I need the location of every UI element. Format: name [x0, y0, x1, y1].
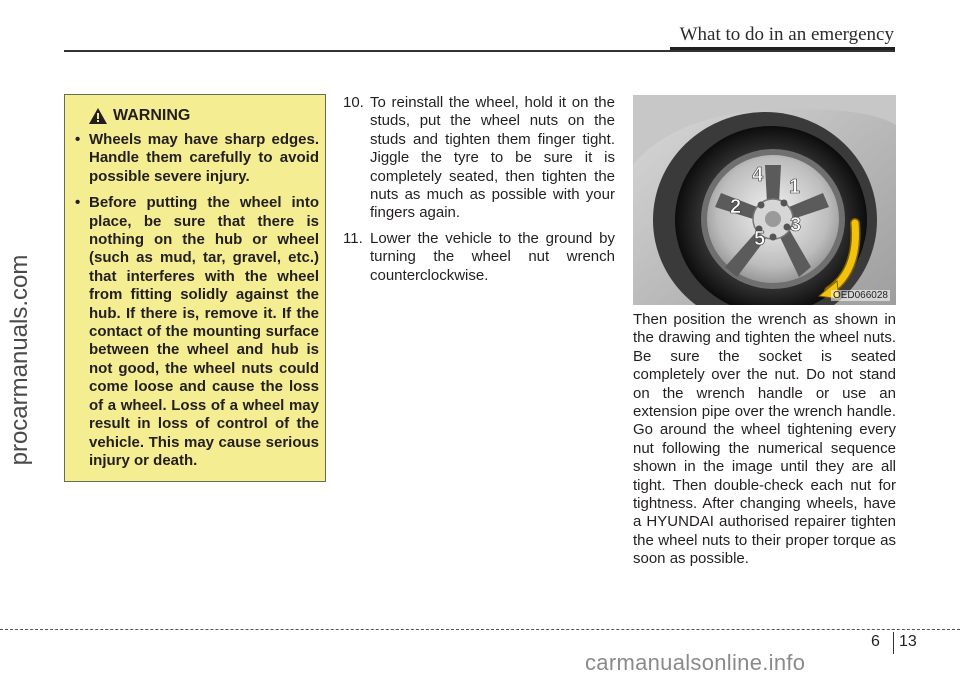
tightening-instructions: Then position the wrench as shown in the drawing and tighten the wheel nuts. Be sure the socket is seated completely over the nut. Do not stand on the wrench handle or use an extension pipe over the wrench handle. Go around the wheel tightening every nut following the numerical sequence shown in the image until they are all tight. Then double-check each nut for tightness. After changing wheels, have a HYUNDAI authorised repairer tighten the wheel nuts to their proper torque as soon as possible.	[633, 311, 896, 568]
side-watermark	[0, 205, 40, 515]
section-number: 6	[871, 633, 880, 650]
warning-box	[64, 94, 326, 482]
page-number-separator	[893, 632, 894, 654]
warning-triangle-icon	[89, 108, 107, 124]
nut-label-2: 2	[730, 196, 742, 218]
nut-label-4: 4	[752, 164, 764, 186]
figure-caption: OED066028	[832, 290, 888, 301]
step-text: Lower the vehicle to the ground by turning the wheel nut wrench counterclockwise.	[370, 229, 615, 284]
step-number: 10.	[343, 94, 364, 111]
procedure-steps	[343, 94, 615, 292]
wheel-figure	[633, 95, 896, 305]
header-rule	[64, 50, 895, 52]
step-number: 11.	[343, 229, 363, 247]
nut-label-3: 3	[790, 214, 802, 236]
step-item	[343, 94, 615, 223]
wheel-illustration	[633, 95, 896, 305]
nut-label-5: 5	[754, 228, 766, 250]
side-watermark-text: procarmanuals.com	[6, 254, 33, 466]
warning-header	[89, 107, 319, 125]
footer-watermark: carmanualsonline.info	[585, 650, 806, 675]
warning-list	[75, 131, 319, 470]
footer-rule	[0, 629, 960, 630]
warning-item: • Wheels may have sharp edges. Handle them carefully to avoid possible severe injury.	[75, 131, 319, 186]
page-number: 13	[899, 633, 917, 650]
step-text: To reinstall the wheel, hold it on the studs, put the wheel nuts on the studs and tighten them finger tight. Jiggle the tyre to be sure it is completely seated, then tighten the nuts as much as possible with your fingers again.	[370, 94, 615, 222]
nut-label-1: 1	[789, 176, 801, 198]
step-item	[343, 230, 615, 285]
page-header-title: What to do in an emergency	[679, 24, 894, 45]
warning-title: WARNING	[113, 107, 191, 124]
warning-item: • Before putting the wheel into place, be sure that there is nothing on the hub or wheel (such as mud, tar, gravel, etc.) that interferes with the wheel from fitting solidly against the hub. If there is, remove it. If the contact of the mounting surface between the wheel and hub is not good, the wheel nuts could come loose and cause the loss of a wheel. Loss of a wheel may result in loss of control of the vehicle. This may cause serious injury or death.	[75, 194, 319, 470]
